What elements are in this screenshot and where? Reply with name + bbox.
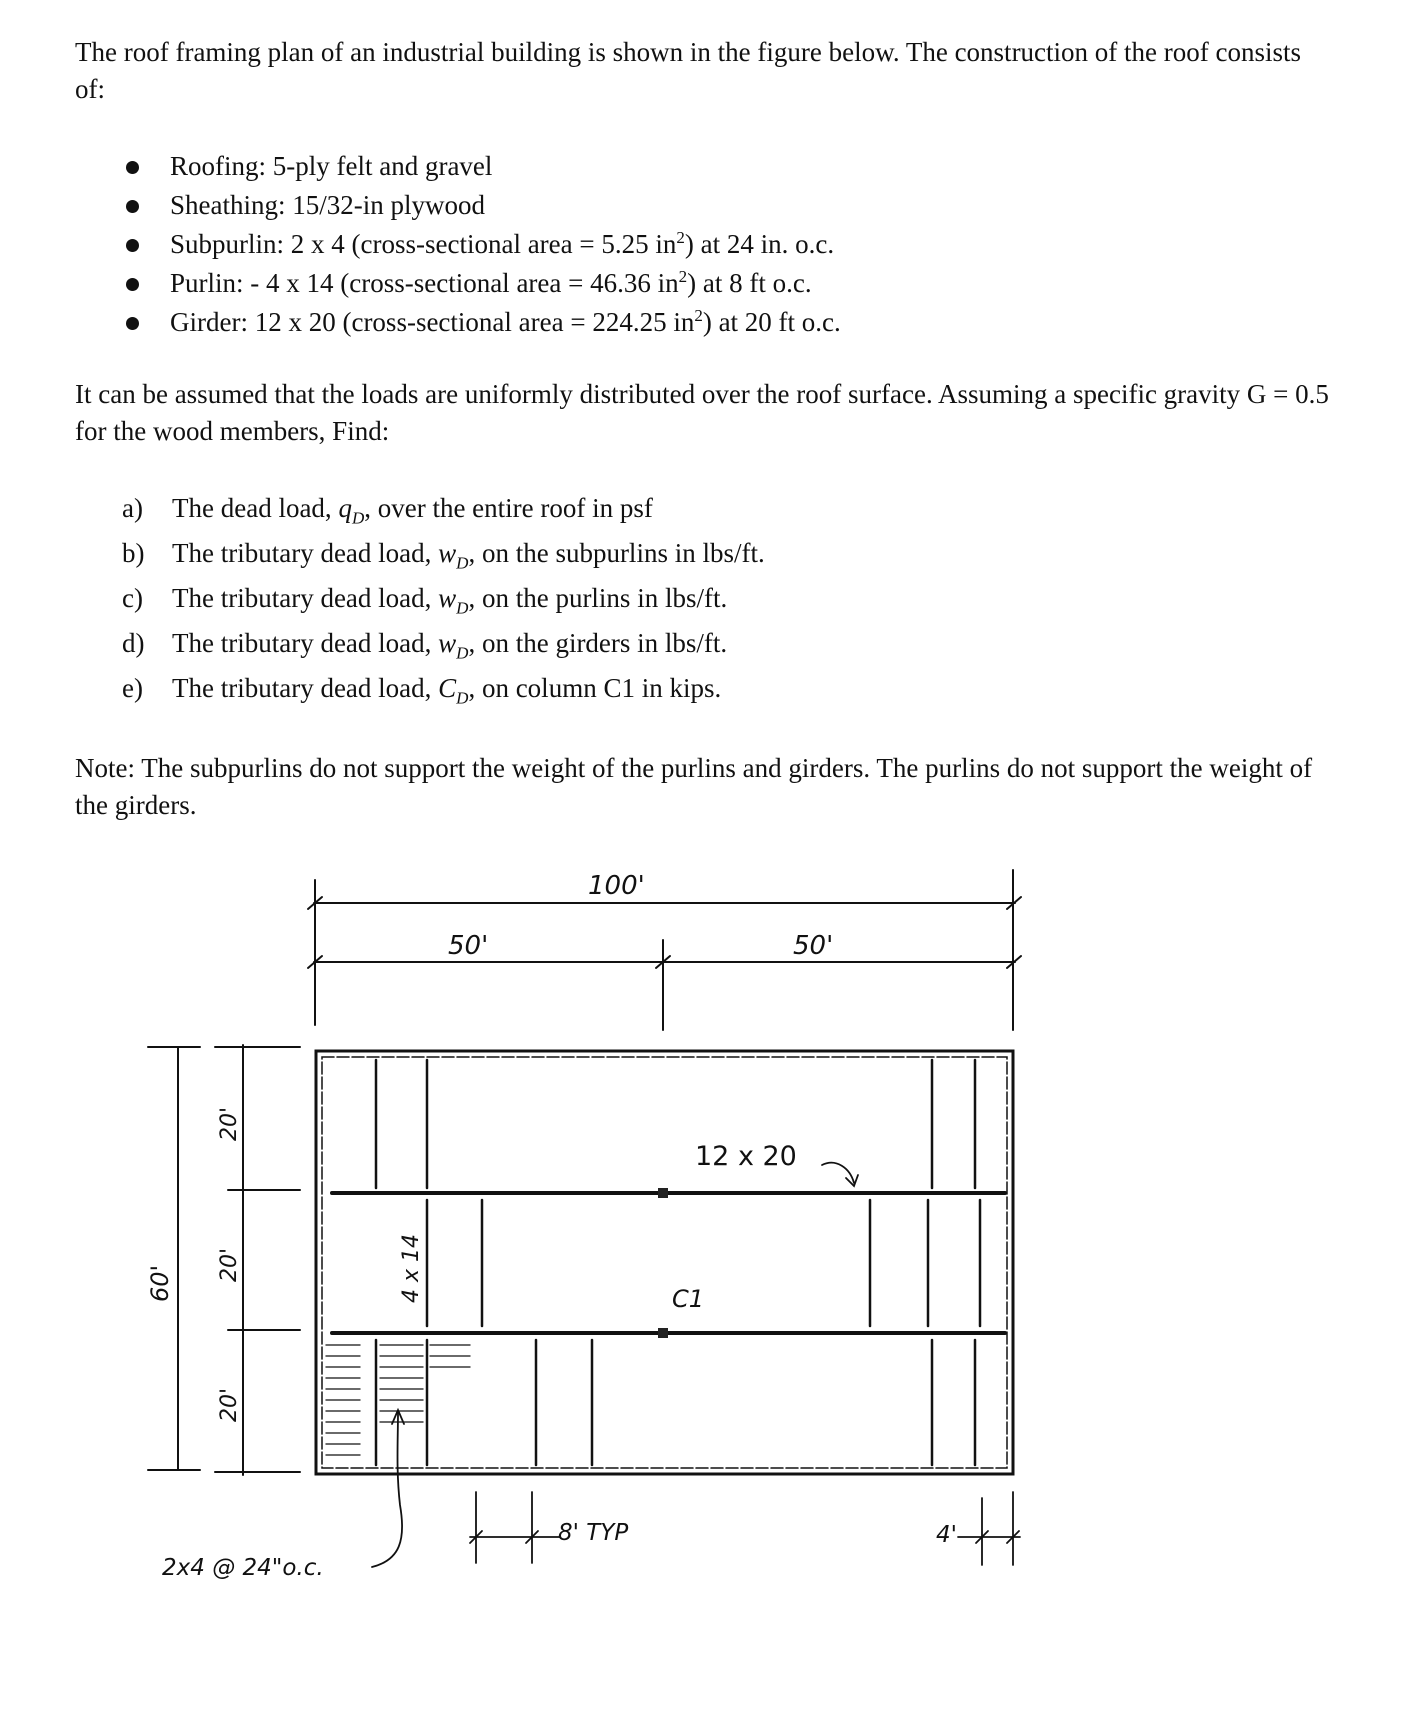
question-item: e) The tributary dead load, $C_D$, on column C1 in kips. [122, 673, 722, 708]
question-item: a) The dead load, $q_D$, over the entire roof in psf [122, 493, 653, 528]
girder-size-label: 12 x 20 [695, 1141, 797, 1172]
intro-paragraph: The roof framing plan of an industrial building is shown in the figure below. The construction of the roof consists of: [75, 37, 1302, 104]
purlins-top-bay [376, 1060, 975, 1188]
dimension-50ft-pair [308, 940, 1021, 1030]
girder-leader [822, 1163, 858, 1186]
construction-item: Girder: 12 x 20 (cross-sectional area = 224.25 $in^2$) at 20 ft o.c. [112, 303, 841, 342]
question-item: c) The tributary dead load, $w_D$, on the purlins in lbs/ft. [122, 583, 728, 618]
end-spacing-label: 4' [936, 1522, 957, 1548]
dim-right-half-label: 50' [793, 931, 834, 961]
dimension-8ft-typ [470, 1492, 560, 1563]
column-c1-marker [658, 1328, 668, 1338]
dim-total-depth-label: 60' [146, 1264, 174, 1302]
dim-bay-mid-label: 20' [217, 1247, 242, 1282]
note-paragraph: Note: The subpurlins do not support the weight of the purlins and girders. The purlins do not support the weight of the girders. [75, 753, 1313, 820]
subpurlin-spacing-label: 2x4 @ 24"o.c. [162, 1555, 324, 1581]
dim-left-half-label: 50' [448, 931, 489, 961]
column-marker [658, 1188, 668, 1198]
purlin-size-label: 4 x 14 [399, 1234, 424, 1303]
dim-total-width-label: 100' [588, 871, 645, 901]
dimension-60ft [148, 1047, 200, 1470]
dimension-4ft [958, 1492, 1020, 1565]
dimension-100ft [308, 870, 1021, 1030]
construction-item: Sheathing: 15/32-in plywood [112, 186, 841, 225]
column-c1-label: C1 [672, 1285, 705, 1313]
assumption-paragraph: It can be assumed that the loads are uniformly distributed over the roof surface. Assuming a specific gravity G = 0.5 for the wood members, Find: [75, 379, 1329, 446]
construction-item: Purlin: - 4 x 14 (cross-sectional area = 46.36 $in^2$) at 8 ft o.c. [112, 264, 841, 303]
construction-item: Roofing: 5-ply felt and gravel [112, 147, 841, 186]
dim-bay-top-label: 20' [217, 1106, 242, 1141]
purlins-bottom-bay [376, 1340, 975, 1465]
girders [332, 1193, 1005, 1333]
purlin-spacing-label: 8' TYP [558, 1520, 629, 1546]
columns [658, 1188, 668, 1338]
question-item: b) The tributary dead load, $w_D$, on the subpurlins in lbs/ft. [122, 538, 765, 573]
construction-item: Subpurlin: 2 x 4 (cross-sectional area = 5.25 $in^2$) at 24 in. o.c. [112, 225, 841, 264]
question-item: d) The tributary dead load, $w_D$, on the girders in lbs/ft. [122, 628, 728, 663]
dim-bay-bottom-label: 20' [217, 1387, 242, 1422]
